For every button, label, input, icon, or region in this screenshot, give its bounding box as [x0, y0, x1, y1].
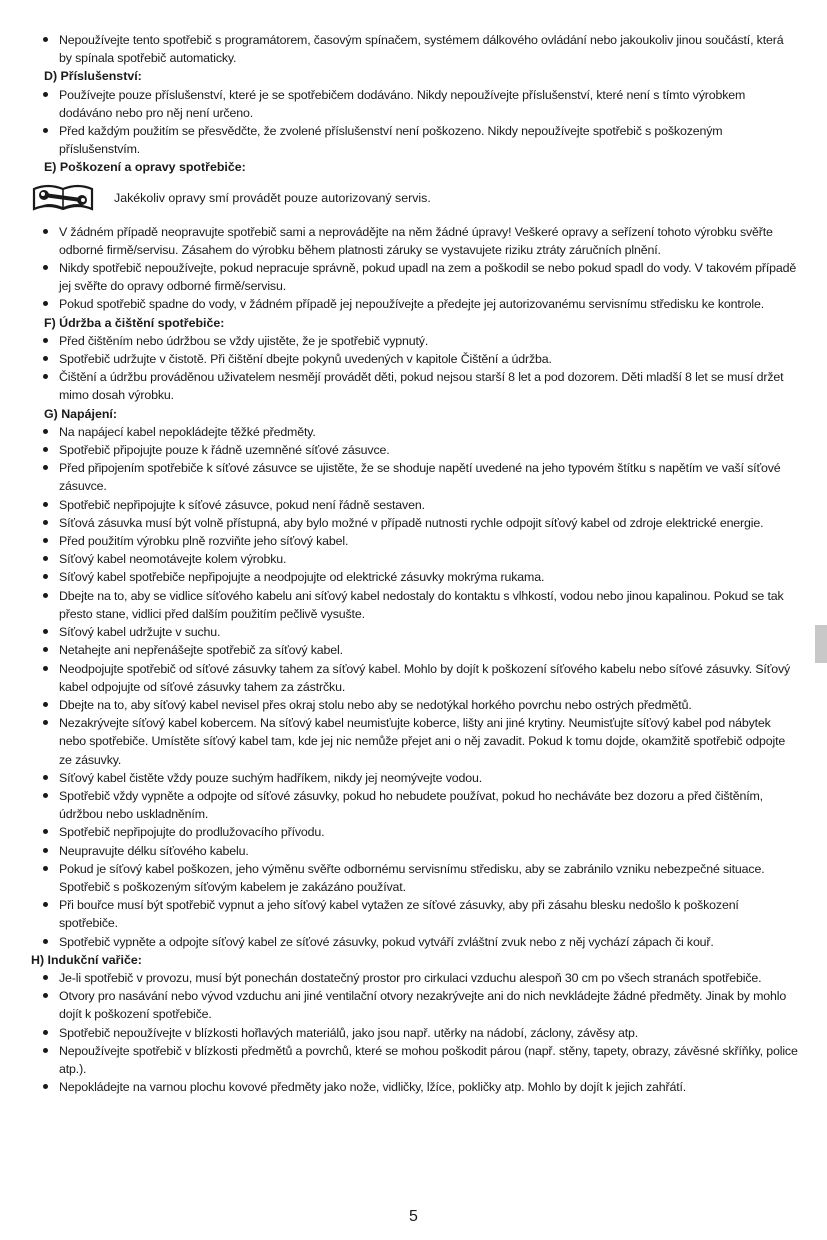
- bullet-text: Nepoužívejte tento spotřebič s programátorem, časovým spínačem, systémem dálkového ovládání nebo jakoukoliv jinou součástí, která by spínala spotřebič automaticky.: [59, 33, 784, 66]
- bullet-dot-icon: [43, 447, 48, 452]
- bullet-text: Je-li spotřebič v provozu, musí být ponechán dostatečný prostor pro cirkulaci vzduchu alespoň 30 cm po všech stranách spotřebiče.: [59, 970, 762, 985]
- bullet-dot-icon: [43, 629, 48, 634]
- bullet-dot-icon: [43, 829, 48, 834]
- bullet-dot-icon: [43, 338, 48, 343]
- section-e-title: E) Poškození a opravy spotřebiče:: [44, 160, 246, 175]
- section-f-list: [0, 332, 827, 405]
- section-f-title: F) Údržba a čištění spotřebiče:: [44, 315, 225, 330]
- section-h-list: [0, 969, 827, 1096]
- bullet-text: Čištění a údržbu prováděnou uživatelem nesmějí provádět děti, pokud nejsou starší 8 let a pod dozorem. Děti mladší 8 let se musí držet mimo dosah výrobku.: [59, 370, 784, 403]
- bullet-item: [0, 987, 827, 1023]
- bullet-dot-icon: [43, 666, 48, 671]
- bullet-text: Na napájecí kabel nepokládejte těžké předměty.: [59, 424, 316, 439]
- bullet-dot-icon: [43, 538, 48, 543]
- bullet-text: Nepoužívejte spotřebič v blízkosti předmětů a povrchů, které se mohou poškodit párou (např. stěny, tapety, obrazy, závěsné skříňky, police atp.).: [59, 1043, 798, 1076]
- bullet-dot-icon: [43, 866, 48, 871]
- bullet-item: [0, 568, 827, 586]
- section-g-title: G) Napájení:: [44, 406, 117, 421]
- bullet-item: [0, 295, 827, 313]
- bullet-item: [0, 641, 827, 659]
- bullet-dot-icon: [43, 902, 48, 907]
- bullet-text: Používejte pouze příslušenství, které je se spotřebičem dodáváno. Nikdy nepoužívejte příslušenství, které není s tímto výrobkem dodáváno nebo pro něj není určeno.: [59, 87, 746, 120]
- bullet-dot-icon: [43, 301, 48, 306]
- bullet-dot-icon: [43, 265, 48, 270]
- bullet-item: [0, 350, 827, 368]
- bullet-item: [0, 368, 827, 404]
- bullet-item: [0, 223, 827, 259]
- bullet-item: [0, 332, 827, 350]
- bullet-item: [0, 769, 827, 787]
- bullet-text: Spotřebič vypněte a odpojte síťový kabel ze síťové zásuvky, pokud vytváří zvláštní zvuk nebo z něj vychází zápach či kouř.: [59, 934, 714, 949]
- bullet-item: [0, 31, 827, 67]
- bullet-text: Před čištěním nebo údržbou se vždy ujistěte, že je spotřebič vypnutý.: [59, 333, 429, 348]
- bullet-item: [0, 441, 827, 459]
- page-content: [0, 31, 827, 1096]
- section-d-title: D) Příslušenství:: [44, 69, 142, 84]
- bullet-item: [0, 1042, 827, 1078]
- bullet-text: Pokud je síťový kabel poškozen, jeho výměnu svěřte odbornému servisnímu středisku, aby se zabránilo vzniku nebezpečné situace. Spotřebič s poškozeným síťovým kabelem je zakázáno používat.: [59, 861, 765, 894]
- bullet-dot-icon: [43, 939, 48, 944]
- bullet-text: Před každým použitím se přesvědčte, že zvolené příslušenství není poškozeno. Nikdy nepoužívejte spotřebič s poškozeným příslušenstvím.: [59, 124, 723, 157]
- bullet-text: Spotřebič vždy vypněte a odpojte od síťové zásuvky, pokud ho nebudete používat, pokud ho necháváte bez dozoru a před čištěním, údržbou nebo uskladněním.: [59, 788, 763, 822]
- bullet-item: [0, 532, 827, 550]
- bullet-dot-icon: [43, 775, 48, 780]
- bullet-item: [0, 896, 827, 932]
- repair-notice: [0, 179, 827, 219]
- bullet-item: [0, 969, 827, 987]
- bullet-item: [0, 459, 827, 495]
- bullet-dot-icon: [43, 647, 48, 652]
- bullet-dot-icon: [43, 520, 48, 525]
- bullet-text: Síťový kabel spotřebiče nepřipojujte a neodpojujte od elektrické zásuvky mokrýma rukama.: [59, 570, 545, 585]
- bullet-text: Spotřebič nepřipojujte do prodlužovacího přívodu.: [59, 825, 325, 840]
- bullet-item: [0, 423, 827, 441]
- bullet-text: Síťový kabel neomotávejte kolem výrobku.: [59, 552, 287, 567]
- bullet-item: [0, 122, 827, 158]
- bullet-text: Dbejte na to, aby síťový kabel nevisel přes okraj stolu nebo aby se nedotýkal horkého povrchu nebo ostrých předmětů.: [59, 697, 692, 712]
- bullet-text: Nezakrývejte síťový kabel kobercem. Na síťový kabel neumisťujte koberce, lišty ani jiné krytiny. Neumisťujte síťový kabel pod nábytek nebo spotřebiče. Umístěte síťový kabel tam, kde jej nic nemůže přejet ani o něj zavadit. Pokud k tomu dojde, okamžitě spotřebič odpojte ze zásuvky.: [59, 716, 786, 767]
- bullet-dot-icon: [43, 993, 48, 998]
- bullet-item: [0, 623, 827, 641]
- bullet-text: Otvory pro nasávání nebo vývod vzduchu ani jiné ventilační otvory nezakrývejte ani do nich nevkládejte žádné předměty. Jinak by mohlo dojít k poškození spotřebiče.: [59, 989, 787, 1022]
- bullet-text: Nepokládejte na varnou plochu kovové předměty jako nože, vidličky, lžíce, pokličky atp. Mohlo by dojít k jejich zahřátí.: [59, 1080, 687, 1095]
- repair-notice-text: Jakékoliv opravy smí provádět pouze autorizovaný servis.: [114, 190, 431, 205]
- bullet-item: [0, 1024, 827, 1042]
- bullet-dot-icon: [43, 92, 48, 97]
- bullet-dot-icon: [43, 793, 48, 798]
- bullet-dot-icon: [43, 356, 48, 361]
- bullet-dot-icon: [43, 502, 48, 507]
- bullet-item: [0, 696, 827, 714]
- bullet-text: Nikdy spotřebič nepoužívejte, pokud nepracuje správně, pokud upadl na zem a poškodil se nebo pokud spadl do vody. V takovém případě jej svěřte do opravy odborné firmě/servisu.: [59, 261, 797, 294]
- bullet-item: [0, 514, 827, 532]
- bullet-dot-icon: [43, 702, 48, 707]
- bullet-item: [0, 714, 827, 769]
- bullet-dot-icon: [43, 556, 48, 561]
- bullet-text: Spotřebič nepřipojujte k síťové zásuvce, pokud není řádně sestaven.: [59, 497, 425, 512]
- bullet-dot-icon: [43, 374, 48, 379]
- bullet-item: [0, 860, 827, 896]
- bullet-text: Neupravujte délku síťového kabelu.: [59, 843, 249, 858]
- bullet-item: [0, 496, 827, 514]
- bullet-item: [0, 259, 827, 295]
- bullet-text: Dbejte na to, aby se vidlice síťového kabelu ani síťový kabel nedostaly do kontaktu s vlhkostí, vodou nebo jinou kapalinou. Pokud se tak přesto stane, vidlici před dalším použitím pečlivě vysušte.: [59, 588, 784, 621]
- bullet-text: Spotřebič nepoužívejte v blízkosti hořlavých materiálů, jako jsou např. utěrky na nádobí, záclony, závěsy atp.: [59, 1025, 639, 1040]
- bullet-text: Před připojením spotřebiče k síťové zásuvce se ujistěte, že se shoduje napětí uvedené na jeho typovém štítku s napětím ve vaší síťové zásuvce.: [59, 461, 781, 494]
- bullet-dot-icon: [43, 975, 48, 980]
- side-tab-marker: [815, 625, 827, 663]
- section-g-list: [0, 423, 827, 951]
- bullet-dot-icon: [43, 128, 48, 133]
- bullet-item: [0, 660, 827, 696]
- bullet-text: Neodpojujte spotřebič od síťové zásuvky tahem za síťový kabel. Mohlo by dojít k poškození síťového kabelu nebo síťové zásuvky. Síťový kabel odpojujte od síťové zásuvky tahem za zástrčku.: [59, 661, 791, 694]
- bullet-text: Před použitím výrobku plně rozviňte jeho síťový kabel.: [59, 534, 349, 549]
- bullet-text: Síťová zásuvka musí být volně přístupná, aby bylo možné v případě nutnosti rychle odpojit síťový kabel od zdroje elektrické energie.: [59, 515, 764, 530]
- bullet-text: Spotřebič připojujte pouze k řádně uzemněné síťové zásuvce.: [59, 443, 390, 458]
- bullet-dot-icon: [43, 574, 48, 579]
- page-number: 5: [409, 1208, 418, 1225]
- bullet-dot-icon: [43, 1030, 48, 1035]
- bullet-text: Síťový kabel udržujte v suchu.: [59, 625, 221, 640]
- bullet-item: [0, 1078, 827, 1096]
- bullet-item: [0, 933, 827, 951]
- bullet-item: [0, 86, 827, 122]
- bullet-dot-icon: [43, 1084, 48, 1089]
- bullet-text: Netahejte ani nepřenášejte spotřebič za síťový kabel.: [59, 643, 343, 658]
- bullet-dot-icon: [43, 720, 48, 725]
- bullet-dot-icon: [43, 848, 48, 853]
- bullet-text: Při bouřce musí být spotřebič vypnut a jeho síťový kabel vytažen ze síťové zásuvky, aby při zásahu blesku nedošlo k poškození spotřebiče.: [59, 898, 739, 931]
- bullet-item: [0, 587, 827, 623]
- bullet-text: Síťový kabel čistěte vždy pouze suchým hadříkem, nikdy jej neomývejte vodou.: [59, 770, 482, 785]
- section-d-list: [0, 86, 827, 159]
- bullet-text: Pokud spotřebič spadne do vody, v žádném případě jej nepoužívejte a předejte jej autorizovanému servisnímu středisku ke kontrole.: [59, 297, 764, 312]
- intro-list: [0, 31, 827, 67]
- section-e-list: [0, 223, 827, 314]
- bullet-item: [0, 550, 827, 568]
- bullet-dot-icon: [43, 593, 48, 598]
- bullet-text: V žádném případě neopravujte spotřebič sami a neprovádějte na něm žádné úpravy! Veškeré opravy a seřízení tohoto výrobku svěřte odborné firmě/servisu. Zásahem do výrobku během platnosti záruky se vystavujete riziku ztráty záručních plnění.: [59, 224, 773, 257]
- bullet-dot-icon: [43, 1048, 48, 1053]
- bullet-item: [0, 787, 827, 823]
- bullet-dot-icon: [43, 37, 48, 42]
- bullet-item: [0, 823, 827, 841]
- bullet-item: [0, 842, 827, 860]
- bullet-dot-icon: [43, 465, 48, 470]
- section-h-title: H) Indukční vařiče:: [31, 952, 142, 967]
- bullet-text: Spotřebič udržujte v čistotě. Při čištění dbejte pokynů uvedených v kapitole Čištění a údržba.: [59, 352, 552, 367]
- repair-manual-icon: [32, 181, 94, 213]
- bullet-dot-icon: [43, 229, 48, 234]
- bullet-dot-icon: [43, 429, 48, 434]
